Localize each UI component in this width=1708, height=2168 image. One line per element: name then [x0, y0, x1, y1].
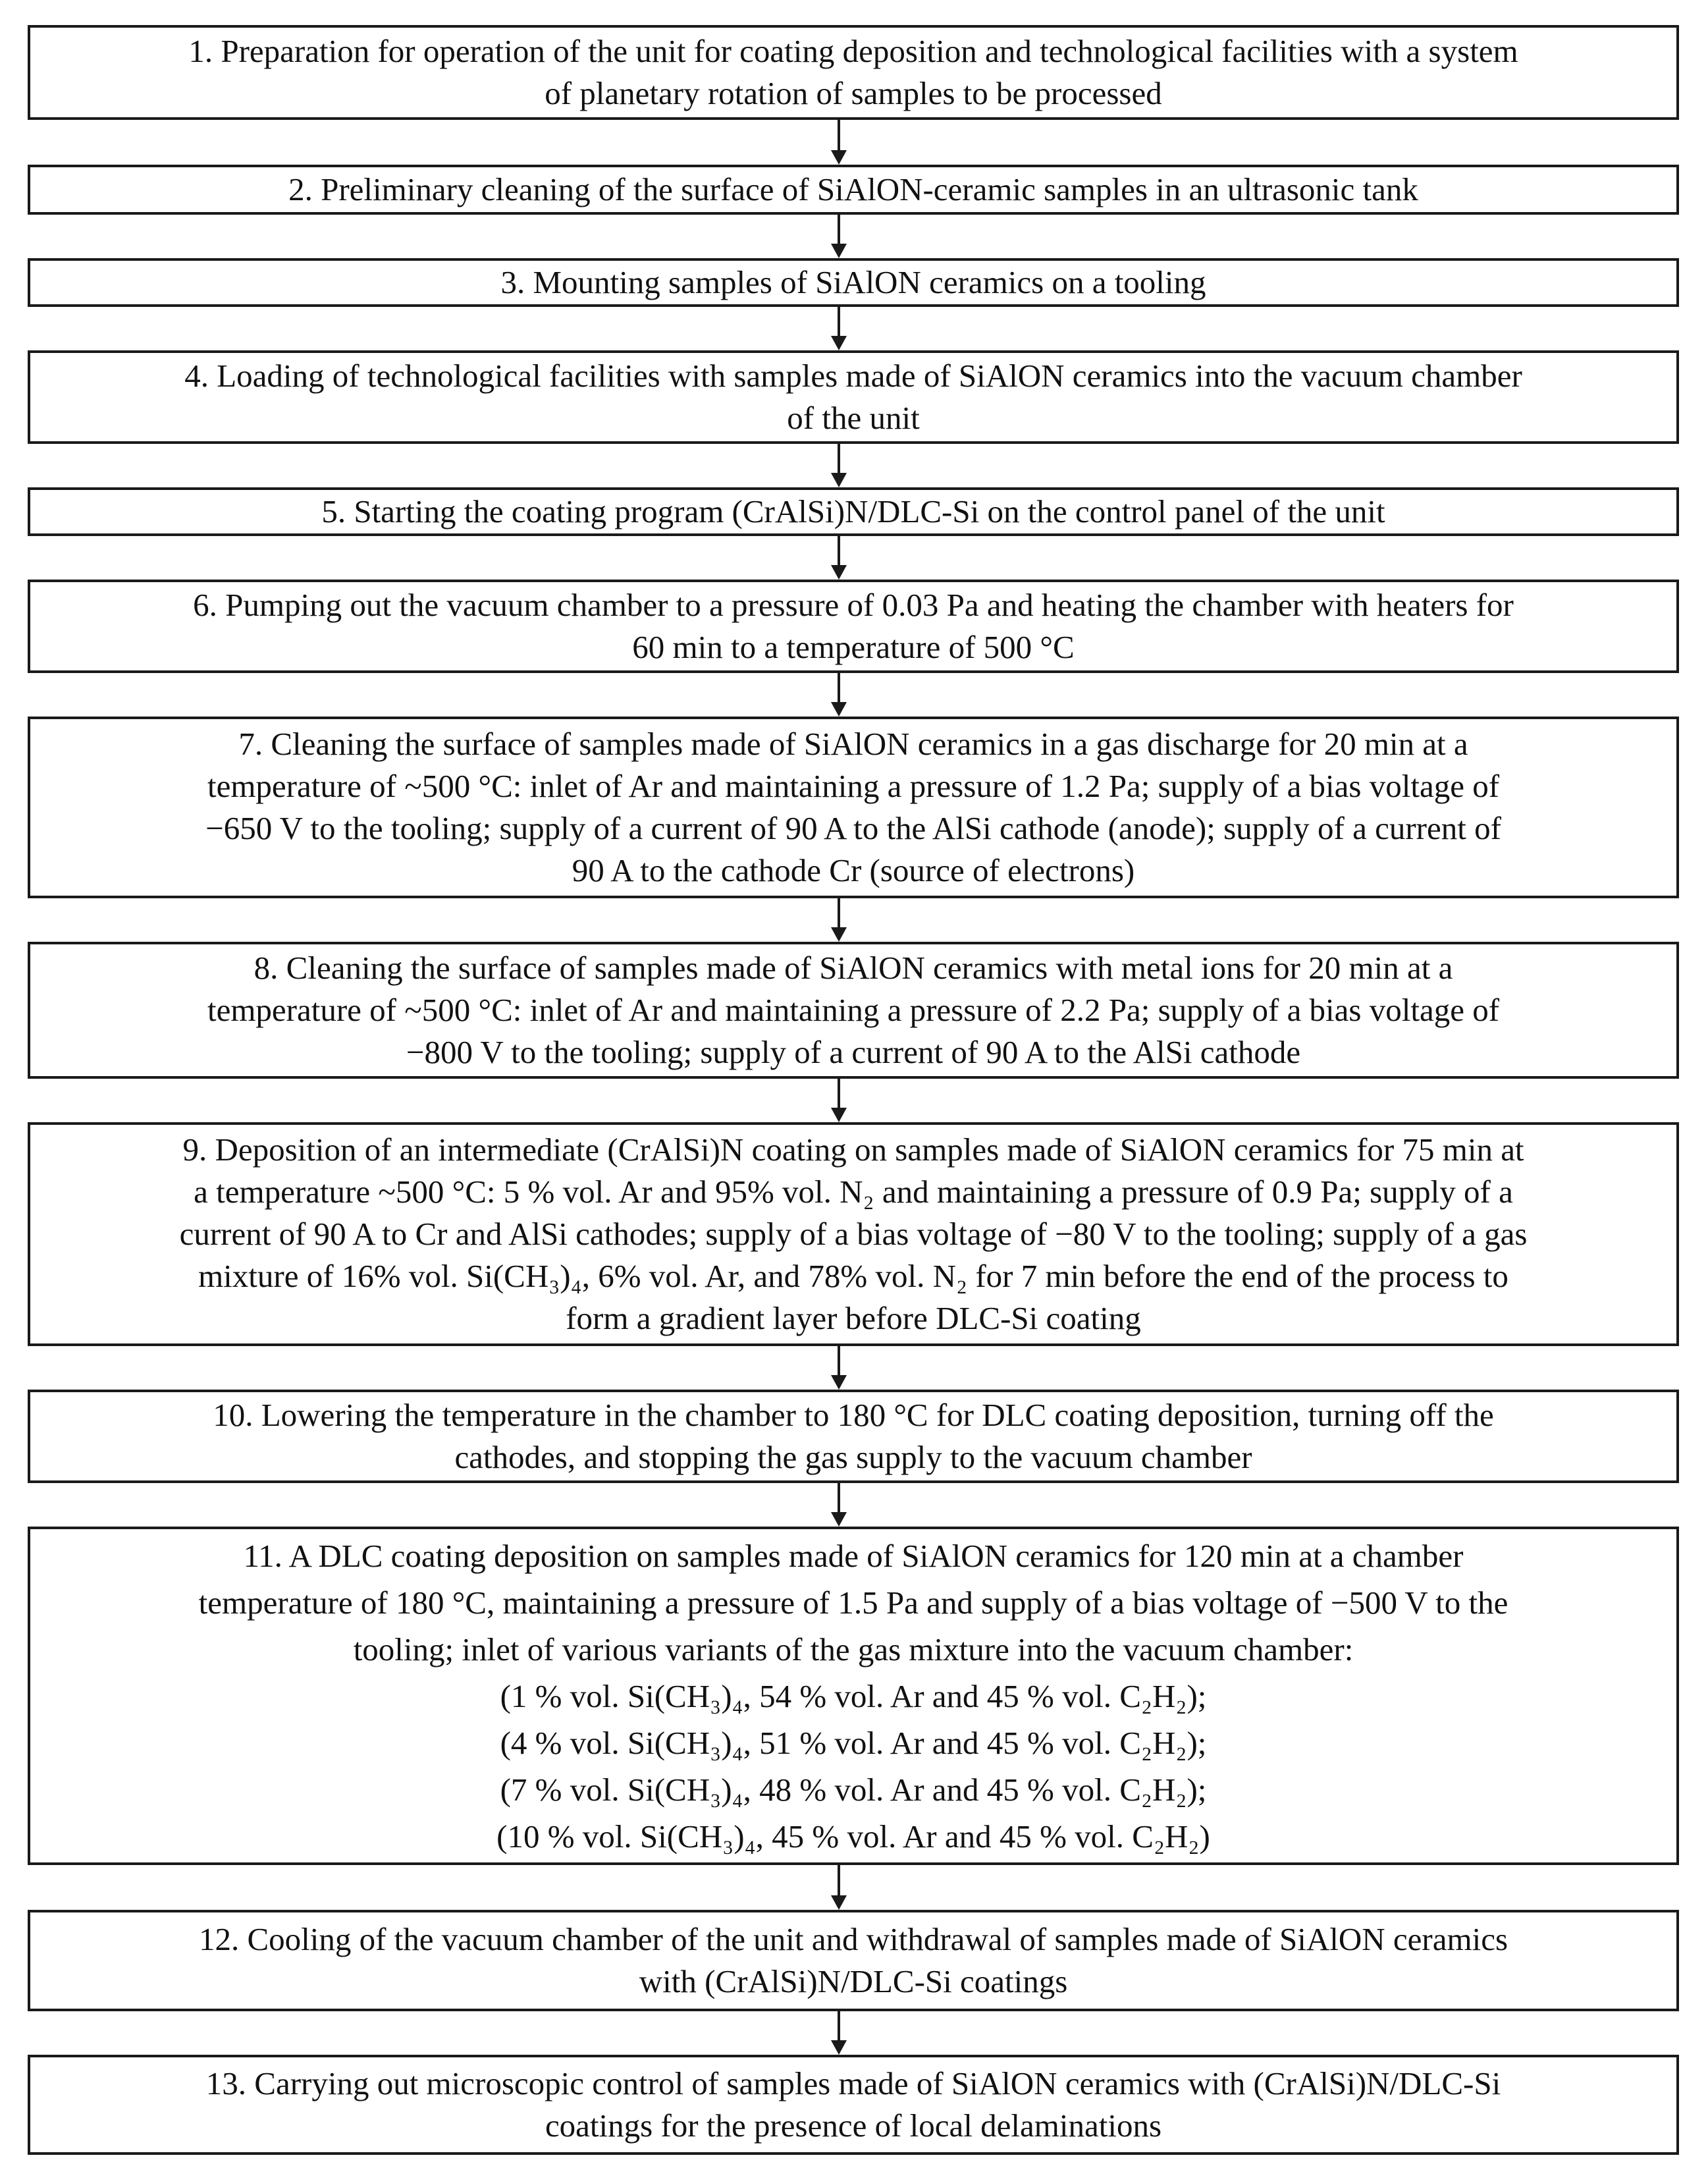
step-2-box: [28, 165, 1679, 215]
step-8-line-1: 8. Cleaning the surface of samples made of SiAlON ceramics with metal ions for 20 min at a: [254, 950, 1453, 986]
step-6-line-2: 60 min to a temperature of 500 °C: [632, 629, 1075, 665]
arrow-6-7: [831, 673, 847, 717]
step-11-line-2: temperature of 180 °C, maintaining a pressure of 1.5 Pa and supply of a bias voltage of −500 V to the: [198, 1584, 1508, 1621]
arrow-5-6: [831, 536, 847, 580]
step-3-line-1: 3. Mounting samples of SiAlON ceramics on a tooling: [500, 264, 1206, 300]
step-2-line-1: 2. Preliminary cleaning of the surface of SiAlON-ceramic samples in an ultrasonic tank: [288, 171, 1418, 207]
step-1-box: [28, 25, 1679, 120]
step-12-line-1: 12. Cooling of the vacuum chamber of the unit and withdrawal of samples made of SiAlON ceramics: [198, 1921, 1508, 1957]
step-9-line-2: a temperature ~500 °C: 5 % vol. Ar and 95% vol. N₂ and maintaining a pressure of 0.9 Pa; supply of a: [194, 1174, 1513, 1210]
step-6-box: [28, 580, 1679, 673]
step-10-box: [28, 1390, 1679, 1483]
step-4-line-2: of the unit: [787, 400, 920, 436]
step-9-line-5: form a gradient layer before DLC-Si coating: [566, 1300, 1141, 1336]
step-11-gas-variant-2: (4 % vol. Si(CH₃)₄, 51 % vol. Ar and 45 % vol. C₂H₂);: [500, 1724, 1207, 1761]
step-9-line-3: current of 90 A to Cr and AlSi cathodes; supply of a bias voltage of −80 V to the tooling; supply of a gas: [179, 1216, 1528, 1252]
step-11-gas-variant-1: (1 % vol. Si(CH₃)₄, 54 % vol. Ar and 45 % vol. C₂H₂);: [500, 1677, 1207, 1714]
arrow-10-11: [831, 1483, 847, 1527]
step-8-box: [28, 942, 1679, 1079]
step-9-line-4: mixture of 16% vol. Si(CH₃)₄, 6% vol. Ar, and 78% vol. N₂ for 7 min before the end of the process to: [198, 1258, 1508, 1294]
step-13-line-1: 13. Carrying out microscopic control of samples made of SiAlON ceramics with (CrAlSi)N/DLC-Si: [205, 2065, 1501, 2101]
step-10-line-1: 10. Lowering the temperature in the chamber to 180 °C for DLC coating deposition, turning off the: [213, 1397, 1494, 1433]
arrow-9-10: [831, 1346, 847, 1390]
step-8-line-2: temperature of ~500 °C: inlet of Ar and maintaining a pressure of 2.2 Pa; supply of a bias voltage of: [207, 992, 1500, 1028]
step-8-line-3: −800 V to the tooling; supply of a current of 90 A to the AlSi cathode: [406, 1034, 1301, 1070]
arrow-1-2: [831, 120, 847, 165]
step-12-line-2: with (CrAlSi)N/DLC-Si coatings: [639, 1963, 1068, 1999]
step-6-line-1: 6. Pumping out the vacuum chamber to a pressure of 0.03 Pa and heating the chamber with heaters for: [193, 587, 1514, 623]
arrow-2-3: [831, 215, 847, 258]
step-13-line-2: coatings for the presence of local delaminations: [545, 2107, 1162, 2144]
step-1-line-2: of planetary rotation of samples to be processed: [545, 75, 1162, 111]
step-11-gas-variant-3: (7 % vol. Si(CH₃)₄, 48 % vol. Ar and 45 % vol. C₂H₂);: [500, 1771, 1207, 1808]
step-10-line-2: cathodes, and stopping the gas supply to the vacuum chamber: [454, 1439, 1252, 1475]
step-7-line-1: 7. Cleaning the surface of samples made of SiAlON ceramics in a gas discharge for 20 min at a: [238, 726, 1468, 762]
step-5-line-1: 5. Starting the coating program (CrAlSi)N/DLC-Si on the control panel of the unit: [321, 493, 1385, 529]
step-7-line-2: temperature of ~500 °C: inlet of Ar and maintaining a pressure of 1.2 Pa; supply of a bias voltage of: [207, 768, 1500, 804]
step-7-line-3: −650 V to the tooling; supply of a current of 90 A to the AlSi cathode (anode); supply of a current of: [205, 810, 1501, 846]
step-11-line-1: 11. A DLC coating deposition on samples made of SiAlON ceramics for 120 min at a chamber: [243, 1537, 1464, 1574]
step-9-line-1: 9. Deposition of an intermediate (CrAlSi)N coating on samples made of SiAlON ceramics for 75 min at: [182, 1131, 1524, 1168]
step-9-box: [28, 1122, 1679, 1346]
step-7-line-4: 90 A to the cathode Cr (source of electrons): [572, 852, 1135, 888]
step-11-line-3: tooling; inlet of various variants of the gas mixture into the vacuum chamber:: [353, 1631, 1354, 1667]
arrow-11-12: [831, 1865, 847, 1910]
step-11-gas-variant-4: (10 % vol. Si(CH₃)₄, 45 % vol. Ar and 45 % vol. C₂H₂): [496, 1818, 1210, 1855]
step-11-box: [28, 1527, 1679, 1865]
arrow-12-13: [831, 2011, 847, 2055]
step-12-box: [28, 1910, 1679, 2011]
step-5-box: [28, 487, 1679, 536]
arrow-8-9: [831, 1079, 847, 1122]
arrow-3-4: [831, 307, 847, 350]
arrow-4-5: [831, 444, 847, 487]
step-4-line-1: 4. Loading of technological facilities with samples made of SiAlON ceramics into the vacuum chamber: [184, 358, 1522, 394]
step-13-box: [28, 2055, 1679, 2155]
step-7-box: [28, 717, 1679, 898]
step-4-box: [28, 350, 1679, 444]
step-3-box: [28, 258, 1679, 307]
arrow-7-8: [831, 898, 847, 942]
step-1-line-1: 1. Preparation for operation of the unit for coating deposition and technological facilities with a system: [188, 33, 1518, 69]
